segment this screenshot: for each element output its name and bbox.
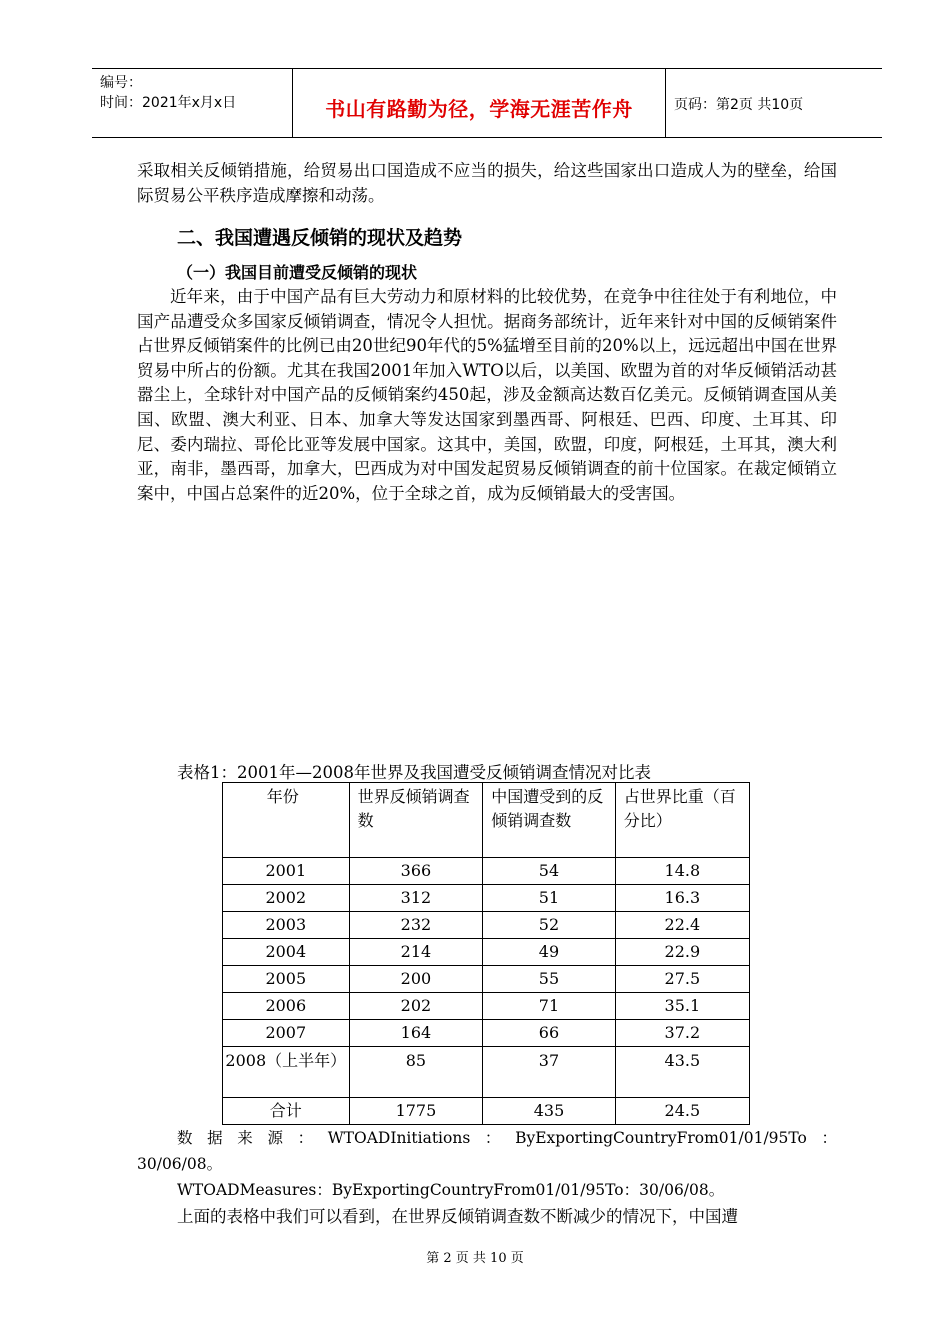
cell-world: 164 xyxy=(349,1020,483,1047)
doc-code-label: 编号： xyxy=(100,75,142,91)
intro-paragraph: 采取相关反倾销措施，给贸易出口国造成不应当的损失，给这些国家出口造成人为的壁垒，给国际贸易公平秩序造成摩擦和动荡。 xyxy=(137,161,837,205)
closing-paragraph: 上面的表格中我们可以看到，在世界反倾销调查数不断减少的情况下，中国遭 xyxy=(177,1207,738,1226)
data-source-line-3: WTOADMeasures：ByExportingCountryFrom01/01/95To：30/06/08。 xyxy=(177,1181,725,1199)
table-caption: 表格1：2001年—2008年世界及我国遭受反倾销调查情况对比表 xyxy=(177,763,651,782)
table-row xyxy=(223,885,750,912)
cell-world: 202 xyxy=(349,993,483,1020)
table-row xyxy=(223,993,750,1020)
comparison-table xyxy=(222,782,750,1125)
page-footer: 第 2 页 共 10 页 xyxy=(426,1251,524,1266)
cell-share: 14.8 xyxy=(615,858,749,885)
cell-china: 52 xyxy=(483,912,615,939)
section-heading: 二、我国遭遇反倾销的现状及趋势 xyxy=(177,227,463,249)
table-row xyxy=(223,912,750,939)
cell-year: 合计 xyxy=(223,1098,350,1125)
cell-china: 49 xyxy=(483,939,615,966)
cell-year: 2006 xyxy=(223,993,350,1020)
cell-share: 22.9 xyxy=(615,939,749,966)
table-row xyxy=(223,1020,750,1047)
cell-china: 435 xyxy=(483,1098,615,1125)
cell-year: 2001 xyxy=(223,858,350,885)
header-left-cell xyxy=(92,69,293,137)
header-share-percent: 占世界比重（百分比） xyxy=(615,783,749,858)
cell-china: 37 xyxy=(483,1047,615,1098)
cell-year: 2007 xyxy=(223,1020,350,1047)
table-row xyxy=(223,858,750,885)
cell-share: 16.3 xyxy=(615,885,749,912)
header-motto: 书山有路勤为径，学海无涯苦作舟 xyxy=(325,97,633,121)
subsection-heading: （一）我国目前遭受反倾销的现状 xyxy=(177,263,418,282)
table-row xyxy=(223,1047,750,1098)
cell-share: 43.5 xyxy=(615,1047,749,1098)
table-total-row xyxy=(223,1098,750,1125)
header-center-cell xyxy=(293,69,666,137)
table-header-row xyxy=(223,783,750,858)
cell-year: 2008（上半年） xyxy=(223,1047,350,1098)
cell-world: 1775 xyxy=(349,1098,483,1125)
cell-world: 312 xyxy=(349,885,483,912)
table-row xyxy=(223,939,750,966)
cell-year: 2002 xyxy=(223,885,350,912)
cell-year: 2005 xyxy=(223,966,350,993)
cell-world: 85 xyxy=(349,1047,483,1098)
header-china-count: 中国遭受到的反倾销调查数 xyxy=(483,783,615,858)
cell-china: 54 xyxy=(483,858,615,885)
header-world-count: 世界反倾销调查数 xyxy=(349,783,483,858)
table-row xyxy=(223,966,750,993)
cell-china: 66 xyxy=(483,1020,615,1047)
doc-time-label: 时间：2021年x月x日 xyxy=(100,95,237,111)
cell-share: 27.5 xyxy=(615,966,749,993)
cell-china: 71 xyxy=(483,993,615,1020)
cell-share: 22.4 xyxy=(615,912,749,939)
cell-share: 24.5 xyxy=(615,1098,749,1125)
cell-world: 214 xyxy=(349,939,483,966)
cell-china: 51 xyxy=(483,885,615,912)
header-page-info: 页码：第2页 共10页 xyxy=(674,97,804,113)
cell-world: 200 xyxy=(349,966,483,993)
cell-share: 37.2 xyxy=(615,1020,749,1047)
header-year: 年份 xyxy=(223,783,350,858)
cell-year: 2003 xyxy=(223,912,350,939)
cell-world: 232 xyxy=(349,912,483,939)
cell-year: 2004 xyxy=(223,939,350,966)
main-paragraph: 近年来，由于中国产品有巨大劳动力和原材料的比较优势，在竞争中往往处于有利地位，中国产品遭受众多国家反倾销调查，情况令人担忧。据商务部统计，近年来针对中国的反倾销案件占世界反倾销案件的比例已由20世纪90年代的5%猛增至目前的20%以上，远远超出中国在世界贸易中所占的份额。尤其在我国2001年加入WTO以后，以美国、欧盟为首的对华反倾销活动甚嚣尘上，全球针对中国产品的反倾销案约450起，涉及金额高达数百亿美元。反倾销调查国从美国、欧盟、澳大利亚、日本、加拿大等发达国家到墨西哥、阿根廷、巴西、印度、土耳其、印尼、委内瑞拉、哥伦比亚等发展中国家。这其中，美国，欧盟，印度，阿根廷，土耳其，澳大利亚，南非，墨西哥，加拿大，巴西成为对中国发起贸易反倾销调查的前十位国家。在裁定倾销立案中，中国占总案件的近20%，位于全球之首，成为反倾销最大的受害国。 xyxy=(137,287,837,503)
cell-world: 366 xyxy=(349,858,483,885)
data-source-line-2: 30/06/08。 xyxy=(137,1155,223,1173)
header-right-cell xyxy=(666,69,882,137)
cell-share: 35.1 xyxy=(615,993,749,1020)
cell-china: 55 xyxy=(483,966,615,993)
data-source-line-1: 数据来源：WTOADInitiations：ByExportingCountryFrom01/01/95To： xyxy=(177,1129,837,1147)
page-header xyxy=(92,68,882,138)
